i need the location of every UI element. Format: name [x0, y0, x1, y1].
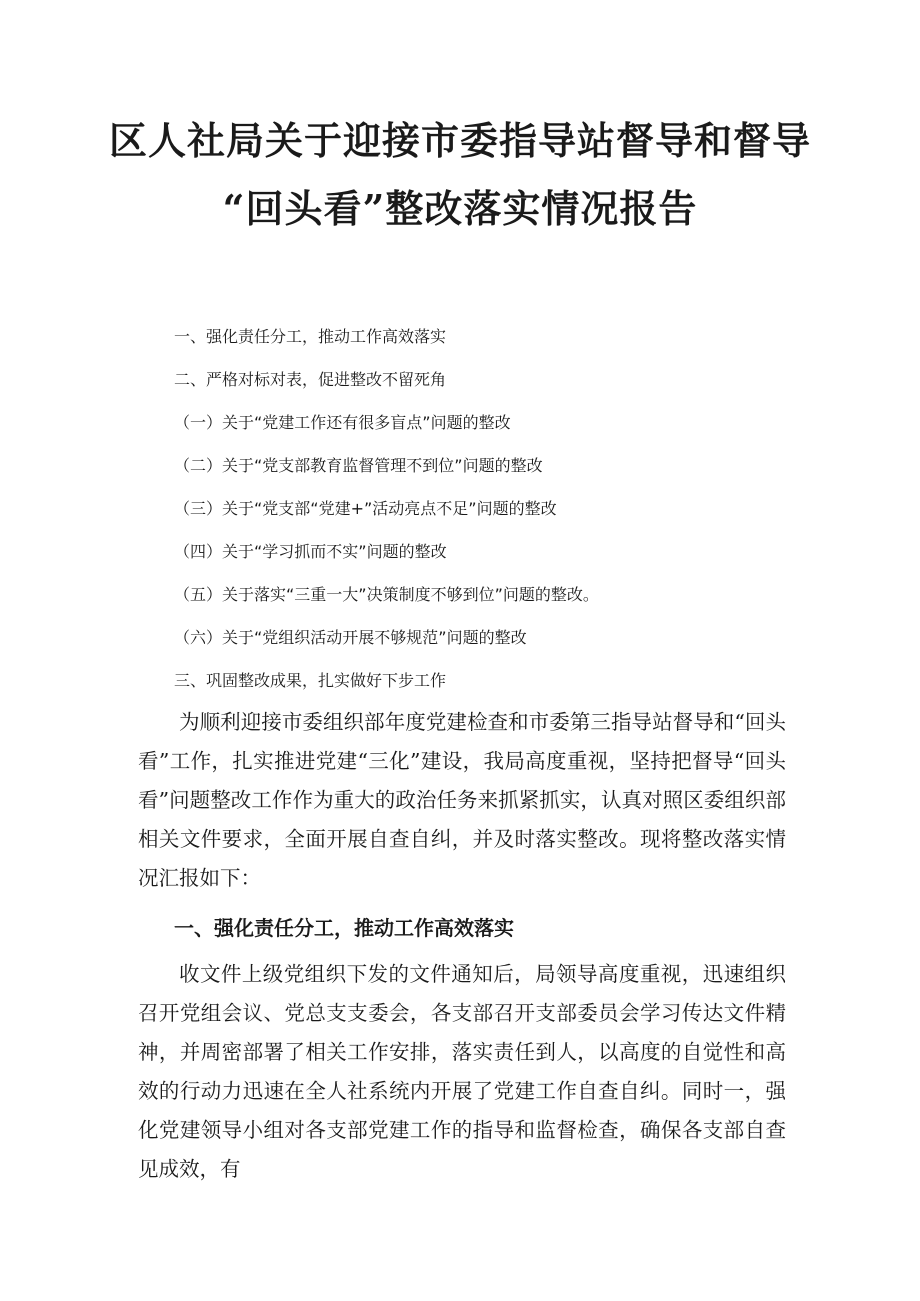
toc-item: 一、强化责任分工，推动工作高效落实 [174, 327, 447, 346]
toc-item: （三）关于“党支部“党建+”活动亮点不足”问题的整改 [174, 499, 557, 518]
toc-item: （五）关于落实“三重一大”决策制度不够到位”问题的整改。 [174, 585, 599, 604]
toc-item: 二、严格对标对表，促进整改不留死角 [174, 370, 447, 389]
toc-item: （四）关于“学习抓而不实”问题的整改 [174, 542, 447, 561]
toc-item: （二）关于“党支部教育监督管理不到位”问题的整改 [174, 456, 543, 475]
report-title-line-2: “回头看”整改落实情况报告 [222, 186, 698, 231]
section-1-paragraph: 收文件上级党组织下发的文件通知后，局领导高度重视，迅速组织召开党组会议、党总支支委会，各支部召开支部委员会学习传达文件精神，并周密部署了相关工作安排，落实责任到人，以高度的自觉性和高效的行动力迅速在全人社系统内开展了党建工作自查自纠。同时一，强化党建领导小组对各支部党建工作的指导和监督检查，确保各支部自查见成效，有 [138, 962, 786, 1181]
toc-item: （一）关于“党建工作还有很多盲点”问题的整改 [174, 413, 511, 432]
section-1-heading: 一、强化责任分工，推动工作高效落实 [174, 916, 514, 940]
toc-item: （六）关于“党组织活动开展不够规范”问题的整改 [174, 628, 527, 647]
toc-item: 三、巩固整改成果，扎实做好下步工作 [174, 671, 447, 690]
intro-paragraph: 为顺利迎接市委组织部年度党建检查和市委第三指导站督导和“回头看”工作，扎实推进党建“三化”建设，我局高度重视，坚持把督导“回头看”问题整改工作作为重大的政治任务来抓紧抓实，认真对照区委组织部相关文件要求，全面开展自查自纠，并及时落实整改。现将整改落实情况汇报如下： [138, 710, 786, 890]
table-of-contents [174, 322, 814, 709]
report-title-line-1: 区人社局关于迎接市委指导站督导和督导 [108, 118, 811, 163]
